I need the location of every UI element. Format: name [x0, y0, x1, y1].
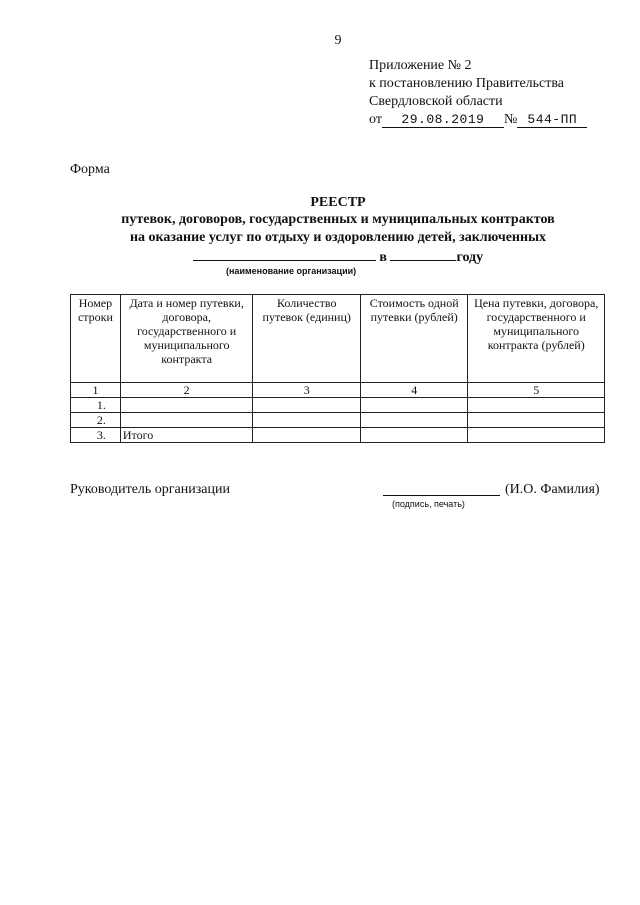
column-number: 3	[253, 383, 361, 398]
table-row	[71, 398, 605, 413]
year-blank	[390, 248, 456, 261]
number-prefix: №	[503, 112, 518, 127]
table-cell	[253, 398, 361, 413]
header-quantity: Количество путевок (единиц)	[253, 295, 361, 383]
total-label-cell: Итого	[120, 428, 253, 443]
title-line-3: на оказание услуг по отдыху и оздоровлению детей, заключенных	[129, 230, 546, 245]
row-number-cell: 3.	[71, 428, 121, 443]
header-date-and-number: Дата и номер путевки, договора, государственного и муниципального контракта	[120, 295, 253, 383]
resolution-date: 29.08.2019	[382, 112, 504, 128]
table-cell	[468, 428, 605, 443]
appendix-date-line	[369, 111, 587, 129]
table-row	[71, 413, 605, 428]
in-word: в	[379, 250, 387, 265]
title-line-4	[0, 248, 640, 266]
column-number: 4	[360, 383, 467, 398]
document-title: РЕЕСТР	[310, 195, 366, 210]
organization-caption: (наименование организации)	[226, 266, 357, 276]
header-row-number: Номер строки	[71, 295, 121, 383]
year-word: году	[456, 250, 484, 265]
head-of-organization-label: Руководитель организации	[70, 482, 230, 497]
table-cell	[468, 398, 605, 413]
table-cell	[360, 428, 467, 443]
table-cell	[360, 398, 467, 413]
table-cell	[120, 413, 253, 428]
table-cell	[253, 428, 361, 443]
date-prefix: от	[369, 112, 382, 127]
table-cell	[120, 398, 253, 413]
header-unit-cost: Стоимость одной путевки (рублей)	[360, 295, 467, 383]
title-line-2: путевок, договоров, государственных и муниципальных контрактов	[121, 212, 555, 227]
appendix-line-1: Приложение № 2	[369, 58, 472, 73]
row-number-cell: 1.	[71, 398, 121, 413]
column-number: 2	[120, 383, 253, 398]
table-row-total	[71, 428, 605, 443]
table-cell	[468, 413, 605, 428]
form-label: Форма	[70, 162, 110, 177]
signature-caption: (подпись, печать)	[392, 499, 465, 509]
name-placeholder-label: (И.О. Фамилия)	[505, 482, 600, 497]
header-contract-price: Цена путевки, договора, государственного и муниципального контракта (рублей)	[468, 295, 605, 383]
appendix-header	[369, 57, 587, 129]
row-number-cell: 2.	[71, 413, 121, 428]
table-cell	[360, 413, 467, 428]
table-header-row	[71, 295, 605, 383]
page-number: 9	[334, 33, 342, 48]
table-cell	[253, 413, 361, 428]
organization-name-blank	[193, 248, 376, 261]
appendix-line-3: Свердловской области	[369, 94, 503, 109]
column-number: 5	[468, 383, 605, 398]
appendix-line-2: к постановлению Правительства	[369, 76, 565, 91]
column-number-row	[71, 383, 605, 398]
signature-line	[383, 495, 500, 496]
resolution-number: 544-ПП	[517, 112, 587, 128]
register-table	[70, 294, 605, 443]
column-number: 1	[71, 383, 121, 398]
